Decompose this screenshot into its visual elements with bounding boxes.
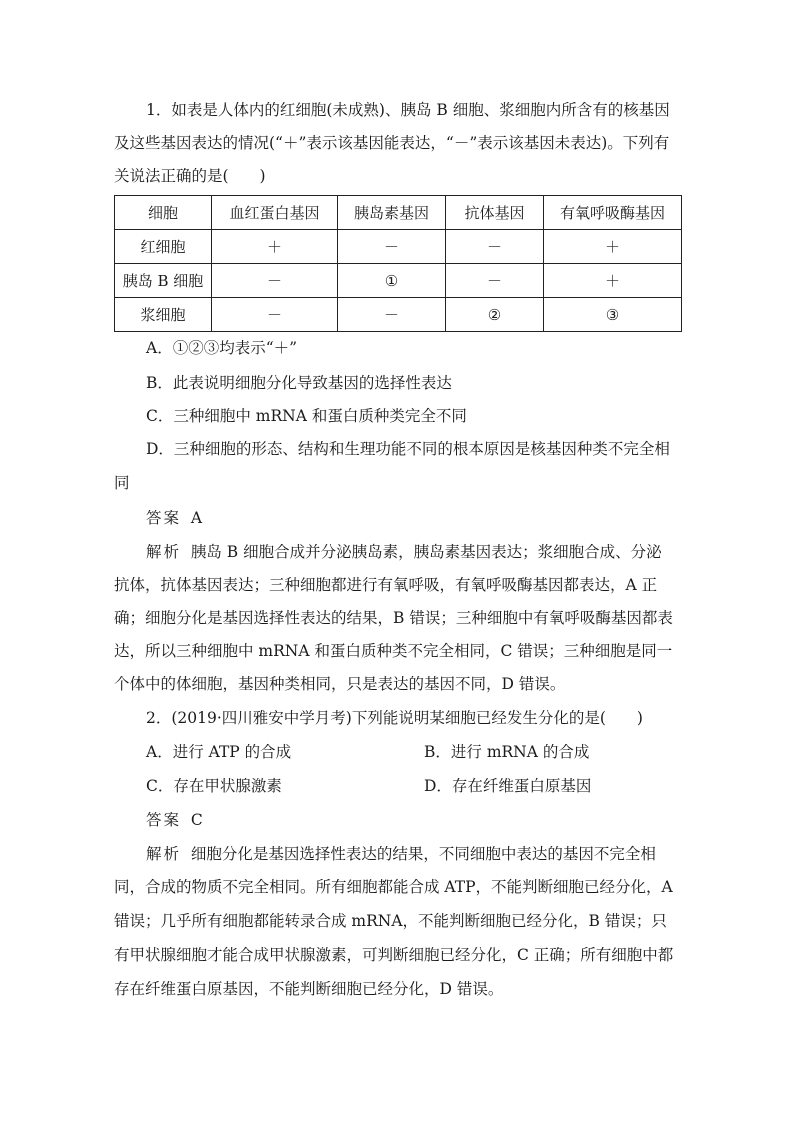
table-cell: － <box>212 264 338 298</box>
table-cell: ① <box>338 264 446 298</box>
table-header-row <box>115 196 682 230</box>
table-cell: 胰岛 B 细胞 <box>115 264 212 298</box>
q1-analysis-line-3: 确；细胞分化是基因选择性表达的结果，B 错误；三种细胞中有氧呼吸酶基因都表 <box>114 609 673 627</box>
table-cell: ＋ <box>212 230 338 264</box>
q2-option-b: B．进行 mRNA 的合成 <box>424 743 590 761</box>
q2-stem: 2．(2019·四川雅安中学月考)下列能说明某细胞已经发生分化的是( ) <box>146 709 643 727</box>
q1-stem-line-3: 关说法正确的是( ) <box>114 167 266 185</box>
table-header-cell: 血红蛋白基因 <box>212 196 338 230</box>
table-row <box>115 264 682 298</box>
q1-analysis-line-4: 达，所以三种细胞中 mRNA 和蛋白质种类不完全相同，C 错误；三种细胞是同一 <box>114 642 673 660</box>
table-header-cell: 抗体基因 <box>446 196 544 230</box>
q1-stem-line-1: 1．如表是人体内的红细胞(未成熟)、胰岛 B 细胞、浆细胞内所含有的核基因 <box>146 101 670 119</box>
q2-analysis-line-5: 存在纤维蛋白原基因，不能判断细胞已经分化，D 错误。 <box>114 980 504 998</box>
analysis-text: 细胞分化是基因选择性表达的结果，不同细胞中表达的基因不完全相 <box>190 845 656 863</box>
answer-label: 答案 <box>146 811 182 829</box>
analysis-text: 胰岛 B 细胞合成并分泌胰岛素，胰岛素基因表达；浆细胞合成、分泌 <box>190 543 662 561</box>
answer-label: 答案 <box>146 509 182 527</box>
q1-analysis-line-5: 个体中的体细胞，基因种类相同，只是表达的基因不同，D 错误。 <box>114 675 566 693</box>
gene-expression-table <box>114 195 682 332</box>
table-cell: － <box>338 230 446 264</box>
q1-answer <box>146 508 202 528</box>
answer-value: A <box>190 509 203 527</box>
q2-analysis-line-2: 同，合成的物质不完全相同。所有细胞都能合成 ATP，不能判断细胞已经分化，A <box>114 878 673 896</box>
analysis-label: 解析 <box>146 845 182 863</box>
table-cell: － <box>338 298 446 332</box>
q1-option-d-continued: 同 <box>114 474 130 492</box>
q1-option-d: D．三种细胞的形态、结构和生理功能不同的根本原因是核基因种类不完全相 <box>146 440 670 458</box>
analysis-label: 解析 <box>146 543 182 561</box>
table-cell: 浆细胞 <box>115 298 212 332</box>
table-cell: ③ <box>544 298 682 332</box>
table-header-cell: 胰岛素基因 <box>338 196 446 230</box>
table-header-cell: 有氧呼吸酶基因 <box>544 196 682 230</box>
table-cell: 红细胞 <box>115 230 212 264</box>
table-cell: － <box>446 264 544 298</box>
q2-option-a: A．进行 ATP 的合成 <box>146 743 292 761</box>
table-header-cell: 细胞 <box>115 196 212 230</box>
q2-option-d: D．存在纤维蛋白原基因 <box>424 777 592 795</box>
q2-analysis-line-1 <box>146 844 656 864</box>
q2-answer <box>146 810 203 830</box>
q1-analysis-line-2: 抗体，抗体基因表达；三种细胞都进行有氧呼吸，有氧呼吸酶基因都表达，A 正 <box>114 576 658 594</box>
answer-value: C <box>190 811 203 829</box>
table-cell: － <box>446 230 544 264</box>
q1-option-c: C．三种细胞中 mRNA 和蛋白质种类完全不同 <box>146 407 467 425</box>
table-row <box>115 298 682 332</box>
q1-option-a: A．①②③均表示“＋” <box>146 339 298 357</box>
q1-option-b: B．此表说明细胞分化导致基因的选择性表达 <box>146 374 452 392</box>
q1-analysis-line-1 <box>146 542 662 562</box>
table-row <box>115 230 682 264</box>
q2-analysis-line-4: 有甲状腺细胞才能合成甲状腺激素，可判断细胞已经分化，C 正确；所有细胞中都 <box>114 946 674 964</box>
table-cell: ＋ <box>544 230 682 264</box>
q1-stem-line-2: 及这些基因表达的情况(“＋”表示该基因能表达，“－”表示该基因未表达)。下列有 <box>114 134 670 152</box>
table-cell: ② <box>446 298 544 332</box>
q2-analysis-line-3: 错误；几乎所有细胞都能转录合成 mRNA，不能判断细胞已经分化，B 错误；只 <box>114 912 667 930</box>
q2-option-c: C．存在甲状腺激素 <box>146 777 282 795</box>
table-cell: ＋ <box>544 264 682 298</box>
table-cell: － <box>212 298 338 332</box>
